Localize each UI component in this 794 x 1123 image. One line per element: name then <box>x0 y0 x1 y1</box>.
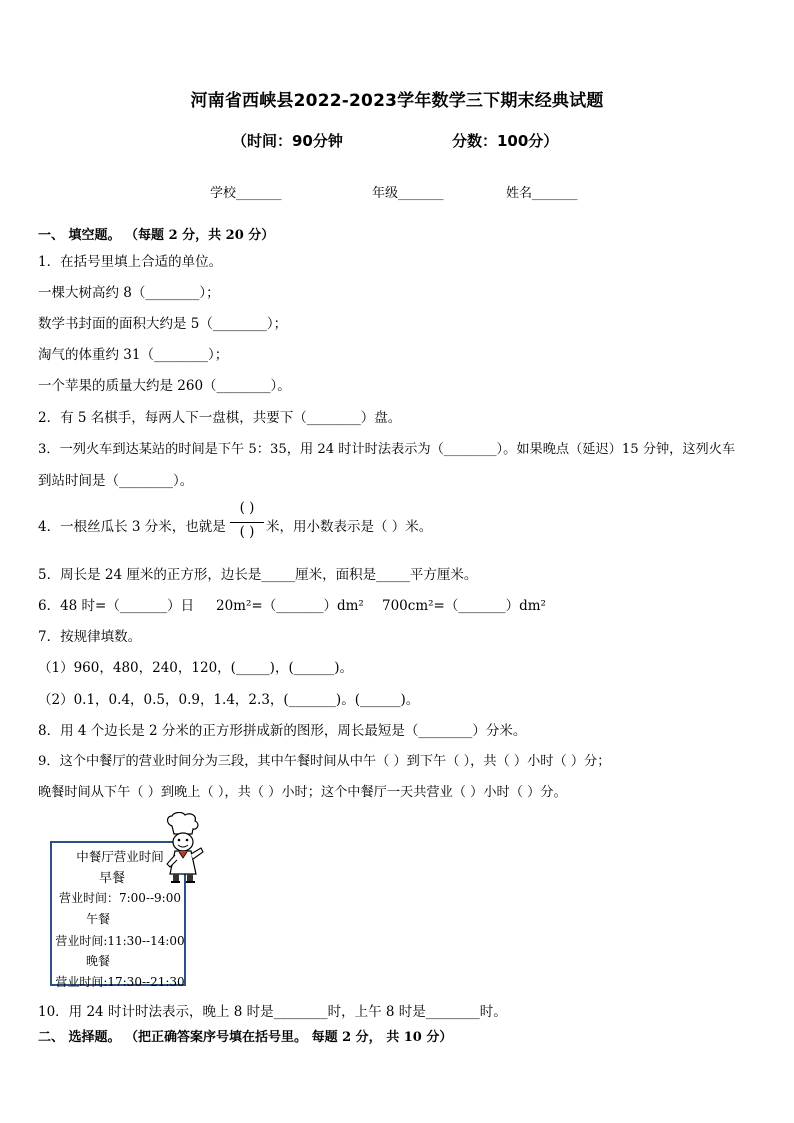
q7-a: （1）960，480，240，120，(_____)，(______)。 <box>38 660 353 676</box>
section1-heading: 一、 填空题。 （每题 2 分，共 20 分） <box>38 228 275 243</box>
q5: 5．周长是 24 厘米的正方形，边长是_____厘米，面积是_____平方厘米。 <box>38 567 478 583</box>
schedule-lunch: 午餐 <box>85 912 110 926</box>
q4-fraction <box>228 500 266 544</box>
name-field: 姓名_______ <box>506 186 578 201</box>
q10: 10．用 24 时计时法表示，晚上 8 时是________时，上午 8 时是________时。 <box>38 1004 507 1020</box>
schedule-title: 中餐厅营业时间 <box>76 849 164 864</box>
q1-d: 一个苹果的质量大约是 260（________）。 <box>38 378 291 394</box>
q8: 8．用 4 个边长是 2 分米的正方形拼成新的图形，周长最短是（________）分米。 <box>38 723 527 739</box>
q7-b: （2）0.1，0.4，0.5，0.9，1.4，2.3，(_______)。(______)。 <box>38 692 420 708</box>
exam-time: （时间：90分钟 <box>232 132 343 150</box>
schedule-breakfast: 早餐 <box>98 871 125 886</box>
q1-stem: 1．在括号里填上合适的单位。 <box>38 254 223 270</box>
q6-a: 6．48 时=（_______）日 <box>38 598 195 614</box>
q3-line2: 到站时间是（________）。 <box>38 473 194 489</box>
page-title: 河南省西峡县2022-2023学年数学三下期末经典试题 <box>190 91 604 111</box>
chef-icon <box>160 812 206 886</box>
q6-b: 20m²=（_______）dm² <box>216 598 364 614</box>
q4-before: 4．一根丝瓜长 3 分米，也就是 <box>38 519 226 535</box>
schedule-dinner: 晚餐 <box>85 954 110 968</box>
q1-c: 淘气的体重约 31（________）； <box>38 347 229 363</box>
q9-line1: 9．这个中餐厅的营业时间分为三段，其中午餐时间从中午（ ）到下午（ ），共（ ）小时（ ）分； <box>38 754 611 769</box>
q7-stem: 7．按规律填数。 <box>38 629 142 645</box>
q1-b: 数学书封面的面积大约是 5（________）； <box>38 316 288 332</box>
q4-after: 米，用小数表示是（ ）米。 <box>266 519 433 535</box>
schedule-breakfast-time: 营业时间：7:00--9:00 <box>58 891 181 905</box>
q3-line1: 3．一列火车到达某站的时间是下午 5：35，用 24 时计时法表示为（________）。如果晚点（延迟）15 分钟，这列火车 <box>38 442 736 457</box>
q2: 2．有 5 名棋手，每两人下一盘棋，共要下（________）盘。 <box>38 410 402 426</box>
q1-a: 一棵大树高约 8（________）； <box>38 285 220 301</box>
section2-heading: 二、 选择题。 （把正确答案序号填在括号里。 每题 2 分， 共 10 分） <box>38 1030 453 1045</box>
grade-field: 年级_______ <box>372 186 444 201</box>
exam-score: 分数：100分） <box>452 132 559 150</box>
q4-denominator: ( ) <box>239 524 255 540</box>
school-field: 学校_______ <box>210 186 282 201</box>
q9-line2: 晚餐时间从下午（ ）到晚上（ ），共（ ）小时；这个中餐厅一天共营业（ ）小时（ ）分。 <box>38 785 567 800</box>
schedule-lunch-time: 营业时间:11:30--14:00 <box>55 934 185 948</box>
schedule-dinner-time: 营业时间:17:30--21:30 <box>55 975 185 989</box>
fraction-bar <box>230 522 264 523</box>
q4-numerator: ( ) <box>239 500 255 516</box>
q6-c: 700cm²=（_______）dm² <box>382 598 546 614</box>
